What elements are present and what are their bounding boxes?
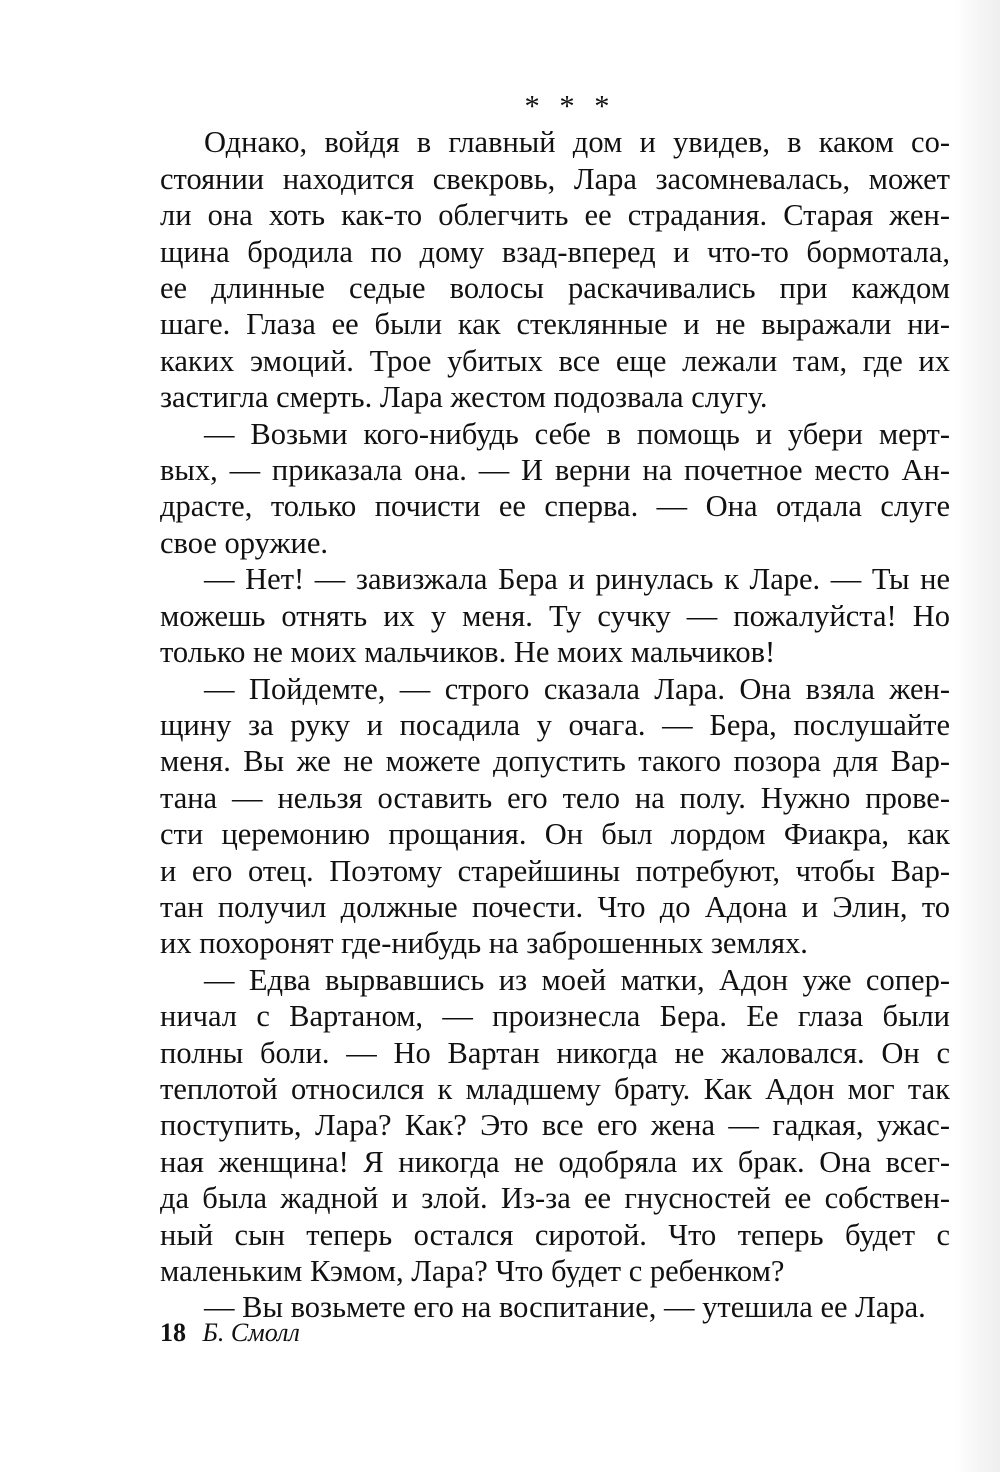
text-line: только не моих мальчиков. Не моих мальчиков! (160, 635, 776, 670)
text-line: поступить, Лара? Как? Это все его жена — гадкая, ужас- (160, 1108, 950, 1143)
paragraph-3 (160, 561, 950, 670)
text-line: ничал с Вартаном, — произнесла Бера. Ее глаза были (160, 999, 950, 1034)
page-edge-shadow (954, 0, 1000, 1472)
text-line: меня. Вы же не можете допустить такого позора для Вар- (160, 744, 950, 779)
text-line: — Вы возьмете его на воспитание, — утешила ее Лара. (204, 1290, 926, 1325)
text-line: застигла смерть. Лара жестом подозвала слугу. (160, 380, 768, 415)
text-line: щина бродила по дому взад-вперед и что-то бормотала, (160, 234, 950, 269)
text-line: вых, — приказала она. — И верни на почетное место Ан- (160, 453, 950, 488)
text-line: драсте, только почисти ее сперва. — Она отдала слуге (160, 489, 950, 524)
paragraph-2 (160, 416, 950, 562)
text-line: и его отец. Поэтому старейшины потребуют, чтобы Вар- (160, 853, 950, 888)
text-line: — Едва вырвавшись из моей матки, Адон уже сопер- (204, 962, 950, 997)
page-number: 18 (160, 1318, 186, 1347)
text-line: щину за руку и посадила у очага. — Бера, послушайте (160, 707, 950, 742)
text-line: шаге. Глаза ее были как стеклянные и не выражали ни- (160, 307, 950, 342)
text-line: — Нет! — завизжала Бера и ринулась к Ларе. — Ты не (204, 562, 950, 597)
text-line: ный сын теперь остался сиротой. Что теперь будет с (160, 1217, 950, 1252)
text-line: тана — нельзя оставить его тело на полу. Нужно прове- (160, 780, 950, 815)
paragraph-4 (160, 671, 950, 962)
text-line: их похоронят где-нибудь на заброшенных землях. (160, 926, 808, 961)
text-line: Однако, войдя в главный дом и увидев, в каком со- (204, 125, 950, 160)
text-line: тан получил должные почести. Что до Адона и Элин, то (160, 889, 950, 924)
page-text (160, 88, 950, 1326)
text-line: да была жадной и злой. Из-за ее гнусностей ее собствен- (160, 1181, 950, 1216)
section-break: * * * (524, 89, 616, 123)
text-line: можешь отнять их у меня. Ту сучку — пожалуйста! Но (160, 598, 950, 633)
running-head-author: Б. Смолл (202, 1318, 300, 1347)
text-line: полны боли. — Но Вартан никогда не жаловался. Он с (160, 1035, 950, 1070)
text-line: стоянии находится свекровь, Лара засомневалась, может (160, 161, 950, 196)
text-line: каких эмоций. Трое убитых все еще лежали там, где их (160, 343, 950, 378)
text-line: ее длинные седые волосы раскачивались при каждом (160, 271, 950, 306)
text-line: теплотой относился к младшему брату. Как Адон мог так (160, 1071, 950, 1106)
text-line: — Пойдемте, — строго сказала Лара. Она взяла жен- (204, 671, 950, 706)
text-line: — Возьми кого-нибудь себе в помощь и убери мерт- (204, 416, 950, 451)
page-footer (160, 1318, 300, 1348)
text-line: маленьким Кэмом, Лара? Что будет с ребенком? (160, 1254, 785, 1288)
text-line: ная женщина! Я никогда не одобряла их брак. Она всег- (160, 1144, 950, 1179)
paragraph-5 (160, 962, 950, 1290)
paragraph-1 (160, 124, 950, 415)
text-line: свое оружие. (160, 525, 329, 560)
text-line: ли она хоть как-то облегчить ее страдания. Старая жен- (160, 198, 950, 233)
text-line: сти церемонию прощания. Он был лордом Фиакра, как (160, 817, 950, 852)
